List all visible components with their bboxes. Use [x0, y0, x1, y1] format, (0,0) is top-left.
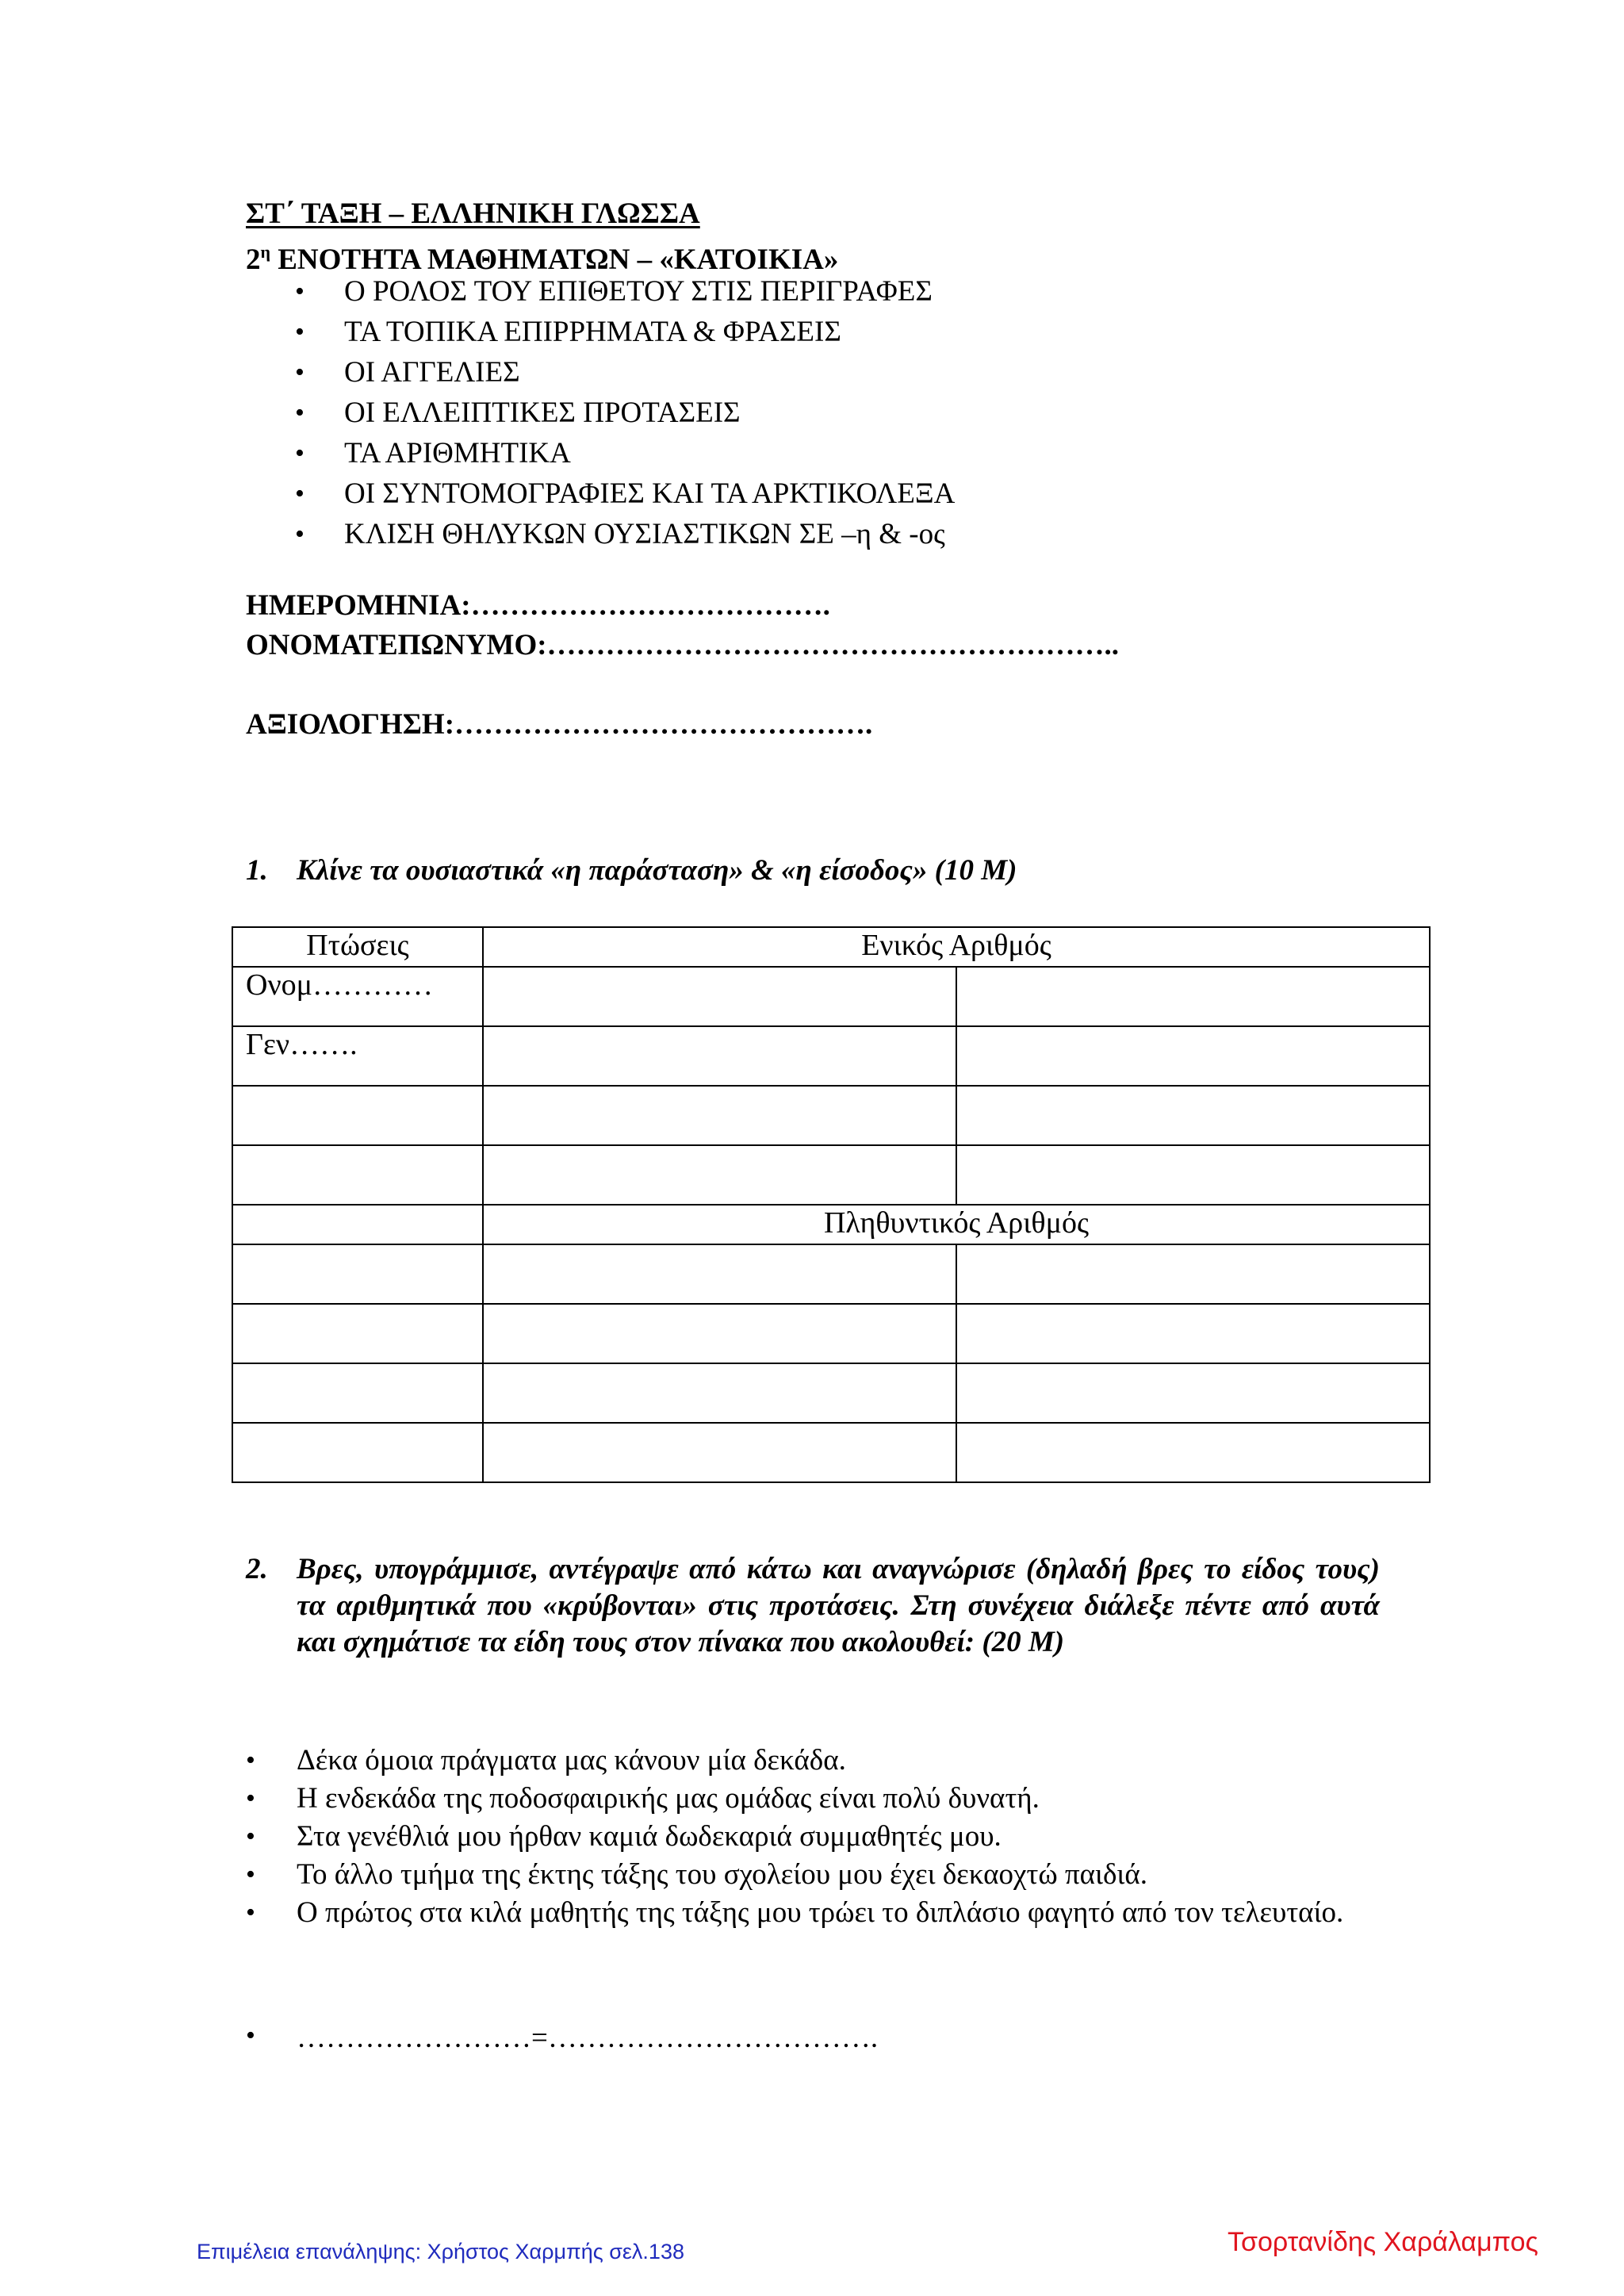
- declension-table: [232, 926, 1431, 1483]
- unit-name: ΕΝΟΤΗΤΑ ΜΑΘΗΜΑΤΩΝ – «ΚΑΤΟΙΚΙΑ»: [270, 243, 839, 276]
- question-1-number: 1.: [246, 854, 268, 887]
- answer-cell[interactable]: [483, 1304, 956, 1363]
- footer-author: Τσορτανίδης Χαράλαμπος: [1228, 2227, 1538, 2257]
- sentences-list: [246, 1742, 1381, 1932]
- answer-cell[interactable]: [483, 967, 956, 1026]
- unit-number: 2: [246, 243, 261, 276]
- answer-line-text: ……………………=…………………………….: [297, 2022, 879, 2054]
- footer-credit: Επιμέλεια επανάληψης: Χρήστος Χαρμπής σελ.138: [197, 2240, 684, 2263]
- singular-header: Ενικός Αριθμός: [483, 927, 1430, 967]
- answer-cell[interactable]: [956, 967, 1430, 1026]
- topic-item: • ΚΛΙΣΗ ΘΗΛΥΚΩΝ ΟΥΣΙΑΣΤΙΚΩΝ ΣΕ –η & -ος: [295, 514, 955, 554]
- answer-cell[interactable]: [483, 1145, 956, 1205]
- row-genitive-label: Γεν…….: [232, 1026, 483, 1086]
- sentence-item: • Ο πρώτος στα κιλά μαθητής της τάξης μου τρώει το διπλάσιο φαγητό από τον τελευταίο.: [246, 1894, 1381, 1932]
- sentence-item: • Το άλλο τμήμα της έκτης τάξης του σχολείου μου έχει δεκαοχτώ παιδιά.: [246, 1856, 1381, 1894]
- title-line-1: ΣΤ΄ ΤΑΞΗ – ΕΛΛΗΝΙΚΗ ΓΛΩΣΣΑ: [246, 197, 700, 230]
- answer-cell[interactable]: [956, 1145, 1430, 1205]
- question-1-text: Κλίνε τα ουσιαστικά «η παράσταση» & «η είσοδος» (10 Μ): [297, 854, 1017, 887]
- answer-cell[interactable]: [956, 1423, 1430, 1482]
- topic-item: • ΟΙ ΕΛΛΕΙΠΤΙΚΕΣ ΠΡΟΤΑΣΕΙΣ: [295, 393, 955, 433]
- question-2-text: Βρες, υπογράμμισε, αντέγραψε από κάτω και αναγνώρισε (δηλαδή βρες το είδος τους) τα αριθμητικά που «κρύβονται» στις προτάσεις. Στη συνέχεια διάλεξε πέντε από αυτά και σχημάτισε τα είδη τους στον πίνακα που ακολουθεί: (20 Μ): [297, 1553, 1380, 1658]
- worksheet-title: [246, 197, 700, 232]
- sentence-item: • Η ενδεκάδα της ποδοσφαιρικής μας ομάδας είναι πολύ δυνατή.: [246, 1780, 1381, 1818]
- topic-item: • Ο ΡΟΛΟΣ ΤΟΥ ΕΠΙΘΕΤΟΥ ΣΤΙΣ ΠΕΡΙΓΡΑΦΕΣ: [295, 271, 955, 312]
- answer-cell[interactable]: [483, 1244, 956, 1304]
- answer-cell[interactable]: [232, 1244, 483, 1304]
- answer-cell[interactable]: [232, 1086, 483, 1145]
- answer-cell[interactable]: [232, 1304, 483, 1363]
- topic-item: • ΟΙ ΑΓΓΕΛΙΕΣ: [295, 352, 955, 393]
- plural-header: Πληθυντικός Αριθμός: [483, 1205, 1430, 1244]
- answer-cell[interactable]: [956, 1304, 1430, 1363]
- topic-item: • ΟΙ ΣΥΝΤΟΜΟΓΡΑΦΙΕΣ ΚΑΙ ΤΑ ΑΡΚΤΙΚΟΛΕΞΑ: [295, 473, 955, 514]
- unit-sup: η: [260, 242, 270, 262]
- answer-cell[interactable]: [483, 1423, 956, 1482]
- answer-cell[interactable]: [956, 1363, 1430, 1423]
- sentence-item: • Δέκα όμοια πράγματα μας κάνουν μία δεκάδα.: [246, 1742, 1381, 1780]
- answer-cell[interactable]: [232, 1363, 483, 1423]
- answer-cell[interactable]: [232, 1205, 483, 1244]
- answer-cell[interactable]: [483, 1363, 956, 1423]
- question-2-number: 2.: [246, 1553, 268, 1585]
- topic-item: • ΤΑ ΤΟΠΙΚΑ ΕΠΙΡΡΗΜΑΤΑ & ΦΡΑΣΕΙΣ: [295, 312, 955, 352]
- answer-cell[interactable]: [483, 1026, 956, 1086]
- answer-cell[interactable]: [956, 1086, 1430, 1145]
- bullet-icon: •: [246, 2021, 255, 2050]
- answer-cell[interactable]: [956, 1244, 1430, 1304]
- topic-item: • ΤΑ ΑΡΙΘΜΗΤΙΚΑ: [295, 433, 955, 473]
- name-field[interactable]: ΟΝΟΜΑΤΕΠΩΝΥΜΟ:…………………………………………………..: [246, 629, 1120, 661]
- answer-cell[interactable]: [232, 1145, 483, 1205]
- cases-header: Πτώσεις: [232, 927, 483, 967]
- topics-list: [295, 271, 955, 554]
- answer-cell[interactable]: [483, 1086, 956, 1145]
- grade-field[interactable]: ΑΞΙΟΛΟΓΗΣΗ:…………………………………….: [246, 708, 873, 741]
- row-nominative-label: Ονομ…………: [232, 967, 483, 1026]
- answer-cell[interactable]: [232, 1423, 483, 1482]
- date-field[interactable]: ΗΜΕΡΟΜΗΝΙΑ:……………………………….: [246, 589, 830, 622]
- sentence-item: • Στα γενέθλιά μου ήρθαν καμιά δωδεκαριά συμμαθητές μου.: [246, 1818, 1381, 1856]
- question-1: [246, 853, 1356, 890]
- answer-cell[interactable]: [956, 1026, 1430, 1086]
